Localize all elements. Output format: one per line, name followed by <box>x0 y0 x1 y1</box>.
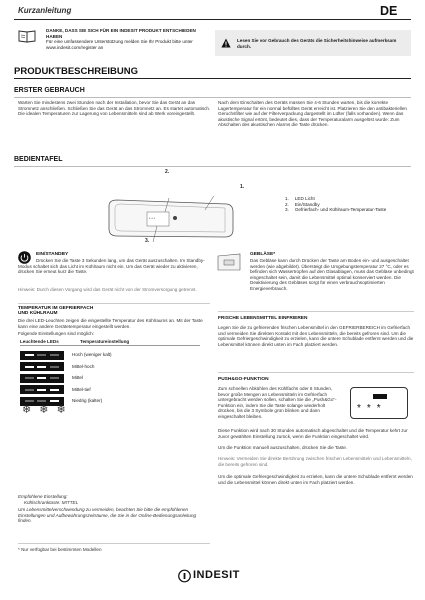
temperatur-title-line2: UND KÜHLRAUM <box>18 311 58 317</box>
erster-gebrauch-left: Warten Sie mindestens zwei Stunden nach der Installation, bevor Sie das Gerät an das Stromnetz anschließen. Schließen Sie das Gerät an das Stromnetz an. Es startet automatisch. Die idealen Temperaturen zur Lagerung von Lebensmitteln sind ab Werk voreingestellt. <box>18 100 211 117</box>
callout-1: 1. <box>240 184 245 190</box>
column-header-temp: Temperatureinstellung <box>80 339 130 344</box>
push-go-hint: Hinweis: Vermeiden Sie direkte Berührung zwischen frischen Lebensmitteln und Lebensmitteln, die bereits gefroren sind. <box>218 456 412 467</box>
temperatur-title-line1: TEMPERATUR IM GEFRIERFACH <box>18 306 94 311</box>
frische-title: FRISCHE LEBENSMITTEL EINFRIEREN <box>218 316 308 321</box>
thanks-block <box>46 28 196 50</box>
table-header <box>20 339 200 346</box>
legend-num: 1. <box>285 196 289 201</box>
brand-logo <box>178 568 258 584</box>
legend-label: Ein/Standby <box>294 201 320 207</box>
legend-num: 3. <box>285 207 289 213</box>
indesit-logo-icon <box>178 569 191 583</box>
legend-label: Gefrierfach- und Kühlraum-Temperatur-Taste <box>294 207 387 213</box>
snowflake-icon: ❄ <box>39 404 49 416</box>
push-go-text1: Zum schnellen Abkühlen des Kühlfachs oder 6 Stunden, bevor große Mengen an Lebensmitteln im Gefrierfach untergebracht werden sollen, schalten Sie die „Push&Go“-Funktion ein, indem Sie die Taste solange wiederholt drücken, bis die 3 Symbole grün blinken und dann eingeschaltet bleiben. <box>218 386 337 419</box>
frische-text: Legen Sie die zu gefrierenden frischen Lebensmittel in den GEFRIERBEREICH im Gefrierfach und vermeiden Sie direkten Kontakt mit den Lebensmitteln, die bereits gefroren sind. Um die optimale Gefriergeschwindigkeit zu erzielen, kann die untere Schublade entfernt werden und die Lebensmittel können direkt unten im Fach platziert werden. <box>218 325 414 347</box>
temp-setting-label: Niedrig (kalter) <box>72 398 103 404</box>
divider <box>218 311 414 312</box>
led-settings-table <box>20 339 200 407</box>
push-go-text3: Um die Funktion manuell auszuschalten, drücken Sie die Taste. <box>218 445 348 450</box>
control-panel-illustration <box>105 196 235 242</box>
temp-setting-label: Mittel-tief <box>72 386 91 392</box>
push-go-text4: Um die optimale Gefriergeschwindigkeit zu erzielen, kann die untere Schublade entfernt werden und die Lebensmittel können direkt unten im Fach platziert werden. <box>218 474 413 485</box>
divider <box>18 303 210 304</box>
push-go-button-icon <box>373 394 387 399</box>
thanks-heading: DANKE, DASS SIE SICH FÜR EIN INDESIT PRODUKT ENTSCHIEDEN HABEN <box>46 28 196 39</box>
warning-icon <box>221 38 231 48</box>
temp-setting-label: Mittel-hoch <box>72 363 95 369</box>
panel-legend <box>285 196 415 213</box>
geblaese-text: Das Gebläse kann durch Drücken der Taste am Boden ein- und ausgeschaltet werden (wie abgebildet). Übersteigt die Umgebungstemperatur 27 °C, oder es befinden sich Wassertropfen auf den Glasablagen, muss das Gebläse unbedingt eingeschaltet sein, damit die Lebensmittel optimal konserviert werden. Die Deaktivierung des Gebläses sorgt für einen verbrauchsoptimierten Energieverbrauch. <box>250 258 414 291</box>
temperatur-follow: Folgende Einstellungen sind möglich: <box>18 331 95 336</box>
table-row <box>20 349 200 361</box>
empfohlen-text: Um Lebensmittelverschwendung zu vermeiden, beachten Sie bitte die empfohlenen Einstellungen und Aufbewahrungszeiträume, die Sie in der Online-Bedienungsanleitung finden. <box>18 507 197 524</box>
column-header-leds: Leuchtende LEDs <box>20 339 59 344</box>
divider <box>218 372 414 373</box>
brand-name: INDESIT <box>193 569 240 582</box>
legend-num: 2. <box>285 201 289 207</box>
section-heading-bedientafel: BEDIENTAFEL <box>14 156 411 167</box>
header-rule <box>14 19 411 20</box>
erster-gebrauch-right: Nach dem Einschalten des Geräts müssen Sie 4-6 Stunden warten, bis die korrekte Lagertemperatur für ein normal befülltes Gerät erreicht ist. Platzieren Sie den antibakteriellen Geruchsfilter wie auf der Filterverpackung dargestellt im Lüfter (falls vorhanden). Wenn das akustische Signal ertönt, bedeutet dies, dass der Temperaturalarm ausgelöst wurde: Zum Abschalten des akustischen Alarms die Taste drücken. <box>218 100 407 128</box>
temp-setting-label: Hoch (weniger kalt) <box>72 352 112 358</box>
led-indicator <box>20 374 64 383</box>
warning-text: Lesen Sie vor Gebrauch des Geräts die Sicherheitshinweise aufmerksam durch. <box>237 38 397 49</box>
ein-standby-title: EIN/STANDBY <box>36 252 69 257</box>
register-text: Für eine umfassendere Unterstützung melden Sie Ihr Produkt bitte unter www.indesit.com/register an <box>46 39 193 50</box>
temperatur-title <box>18 306 93 316</box>
safety-warning-box <box>215 30 411 56</box>
table-body <box>20 349 200 407</box>
empfohlen-title: Empfohlene Einstellung: <box>18 494 68 499</box>
ein-standby-text: Drücken Sie die Taste 3 Sekunden lang, um das Gerät auszuschalten. Im Standby-Modus schaltet sich das Licht im Kühlraum nicht ein. Um das Gerät wieder zu aktivieren, drücken Sie erneut kurz die Taste. <box>18 258 205 275</box>
snowflake-row <box>22 404 66 416</box>
led-indicator <box>20 351 64 360</box>
callout-2: 2. <box>165 169 170 175</box>
callout-3: 3. <box>145 238 150 244</box>
push-go-title: PUSH&GO-FUNKTION <box>218 377 269 382</box>
table-row <box>20 384 200 396</box>
book-icon <box>18 29 36 43</box>
legend-label: LED Licht <box>294 196 315 201</box>
geblaese-title: GEBLÄSE* <box>250 252 276 257</box>
doc-title: Kurzanleitung <box>18 6 72 15</box>
fan-button-illustration <box>216 252 242 272</box>
snowflake-icon: ❄ <box>22 404 32 416</box>
temperatur-text: Die drei LED-Leuchten zeigen die eingestellte Temperatur des Kühlraums an. Mit der Taste kann eine andere Gerätetemperatur eingestellt werden. <box>18 318 203 329</box>
table-row <box>20 361 200 373</box>
push-go-text2: Diese Funktion wird nach 30 Stunden automatisch abgeschaltet und die Temperatur kehrt zur zuvor gewählten Einstellung zurück, wenn die Funktion eingeschaltet wird. <box>218 428 408 439</box>
footer-divider <box>18 543 210 544</box>
empfohlen-block <box>18 494 210 524</box>
section-heading-produktbeschreibung: PRODUKTBESCHREIBUNG <box>14 66 411 79</box>
temp-setting-label: Mittel <box>72 375 83 381</box>
svg-text:* * *: * * * <box>149 217 156 221</box>
led-indicator <box>20 362 64 371</box>
section-heading-erster-gebrauch: ERSTER GEBRAUCH <box>14 87 411 98</box>
push-go-panel <box>350 387 408 419</box>
snowflake-icon: ❄ <box>56 404 66 416</box>
language-code: DE <box>380 4 398 18</box>
empfohlen-item: Kühlschranktaste: MITTEL <box>24 499 79 505</box>
footnote: * Nur verfügbar bei bestimmten Modellen <box>18 547 102 552</box>
legend-item <box>285 207 415 213</box>
led-indicator <box>20 385 64 394</box>
page-header <box>0 0 425 23</box>
push-go-symbols: *** <box>357 403 387 414</box>
ein-standby-hint: Hinweis: Durch diesen Vorgang wird das Gerät nicht von der Stromversorgung getrennt. <box>18 287 197 292</box>
table-row <box>20 372 200 384</box>
